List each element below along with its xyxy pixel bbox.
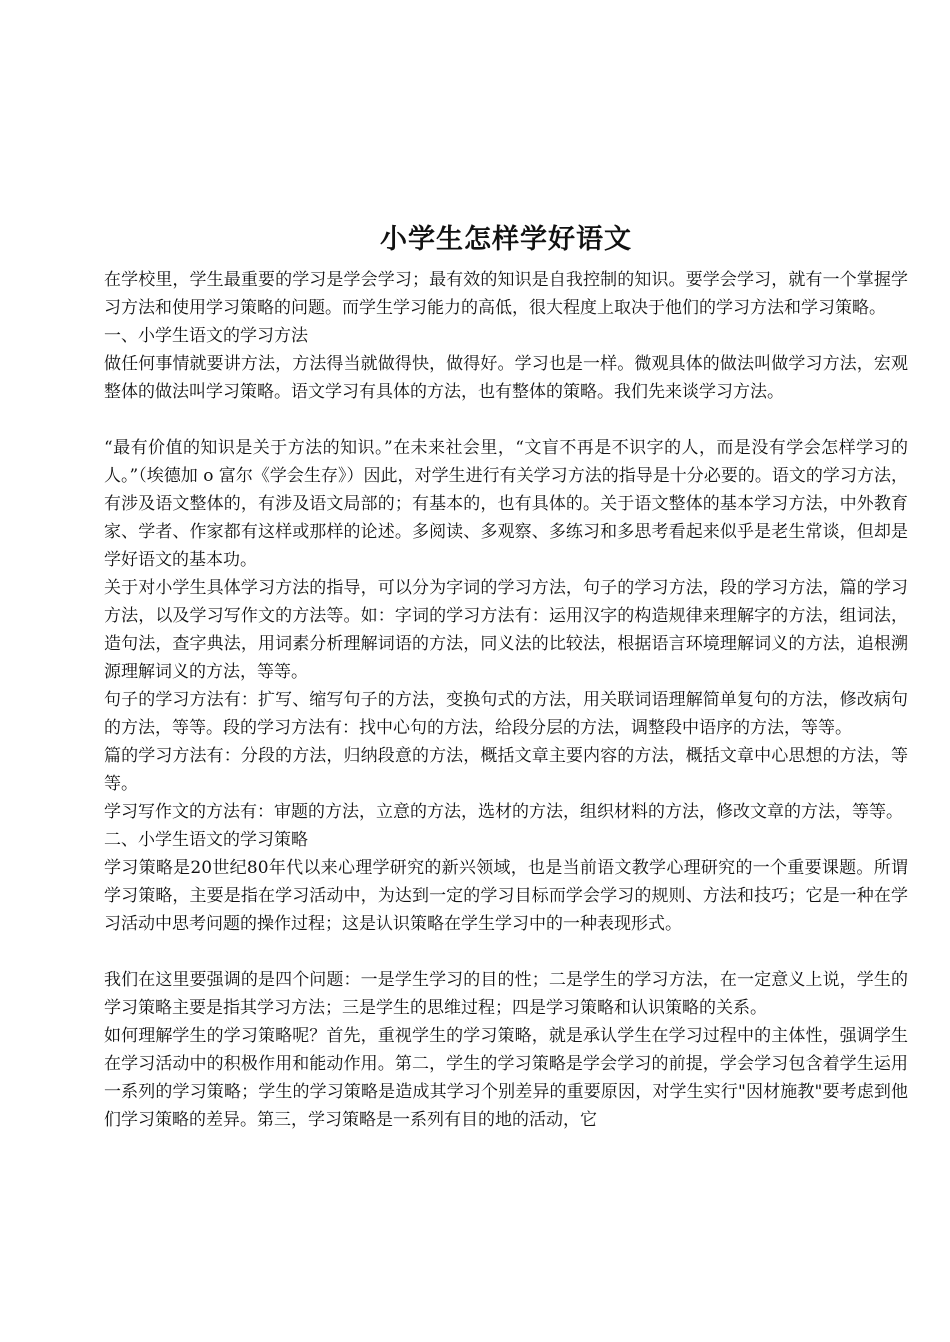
document-page <box>104 218 908 1134</box>
section-heading-strategies: 二、小学生语文的学习策略 <box>104 830 308 850</box>
paragraph-quote: “最有价值的知识是关于方法的知识。”在未来社会里，“文盲不再是不识字的人，而是没有学会怎样学习的人。”（埃德加 o 富尔《学会生存》）因此，对学生进行有关学习方法的指导是十分必要的。语文的学习方法，有涉及语文整体的，有涉及语文局部的；有基本的，也有具体的。关于语文整体的基本学习方法，中外教育家、学者、作家都有这样或那样的论述。多阅读、多观察、多练习和多思考看起来似乎是老生常谈，但却是学好语文的基本功。 <box>104 438 908 570</box>
paragraph-word-methods: 关于对小学生具体学习方法的指导，可以分为字词的学习方法，句子的学习方法，段的学习方法，篇的学习方法，以及学习写作文的方法等。如：字词的学习方法有：运用汉字的构造规律来理解字的方法，组词法，造句法，查字典法，用词素分析理解词语的方法，同义法的比较法，根据语言环境理解词义的方法，追根溯源理解词义的方法，等等。 <box>104 578 908 682</box>
paragraph-strategy-definition: 学习策略是20世纪80年代以来心理学研究的新兴领域，也是当前语文教学心理研究的一个重要课题。所谓学习策略，主要是指在学习活动中，为达到一定的学习目标而学会学习的规则、方法和技巧；它是一种在学习活动中思考问题的操作过程；这是认识策略在学生学习中的一种表现形式。 <box>104 858 908 934</box>
paragraph-article-methods: 篇的学习方法有：分段的方法，归纳段意的方法，概括文章主要内容的方法，概括文章中心思想的方法，等等。 <box>104 746 908 794</box>
paragraph-writing-methods: 学习写作文的方法有：审题的方法，立意的方法，选材的方法，组织材料的方法，修改文章的方法，等等。 <box>104 802 903 822</box>
paragraph-four-issues: 我们在这里要强调的是四个问题：一是学生学习的目的性；二是学生的学习方法，在一定意义上说，学生的学习策略主要是指其学习方法；三是学生的思维过程；四是学习策略和认识策略的关系。 <box>104 970 908 1018</box>
paragraph-methods-overview: 做任何事情就要讲方法，方法得当就做得快，做得好。学习也是一样。微观具体的做法叫做学习方法，宏观整体的做法叫学习策略。语文学习有具体的方法，也有整体的策略。我们先来谈学习方法。 <box>104 354 908 402</box>
intro-paragraph: 在学校里，学生最重要的学习是学会学习；最有效的知识是自我控制的知识。要学会学习，就有一个掌握学习方法和使用学习策略的问题。而学生学习能力的高低，很大程度上取决于他们的学习方法和学习策略。 <box>104 270 908 318</box>
paragraph-sentence-methods: 句子的学习方法有：扩写、缩写句子的方法，变换句式的方法，用关联词语理解简单复句的方法，修改病句的方法，等等。段的学习方法有：找中心句的方法，给段分层的方法，调整段中语序的方法，等等。 <box>104 690 908 738</box>
blank-line <box>104 406 908 434</box>
section-heading-methods: 一、小学生语文的学习方法 <box>104 326 308 346</box>
paragraph-understanding-strategy: 如何理解学生的学习策略呢？首先，重视学生的学习策略，就是承认学生在学习过程中的主体性，强调学生在学习活动中的积极作用和能动作用。第二，学生的学习策略是学会学习的前提，学会学习包含着学生运用一系列的学习策略；学生的学习策略是造成其学习个别差异的重要原因，对学生实行"因材施教"要考虑到他们学习策略的差异。第三，学习策略是一系列有目的地的活动，它 <box>104 1026 908 1130</box>
document-title: 小学生怎样学好语文 <box>380 224 632 255</box>
blank-line <box>104 938 908 966</box>
